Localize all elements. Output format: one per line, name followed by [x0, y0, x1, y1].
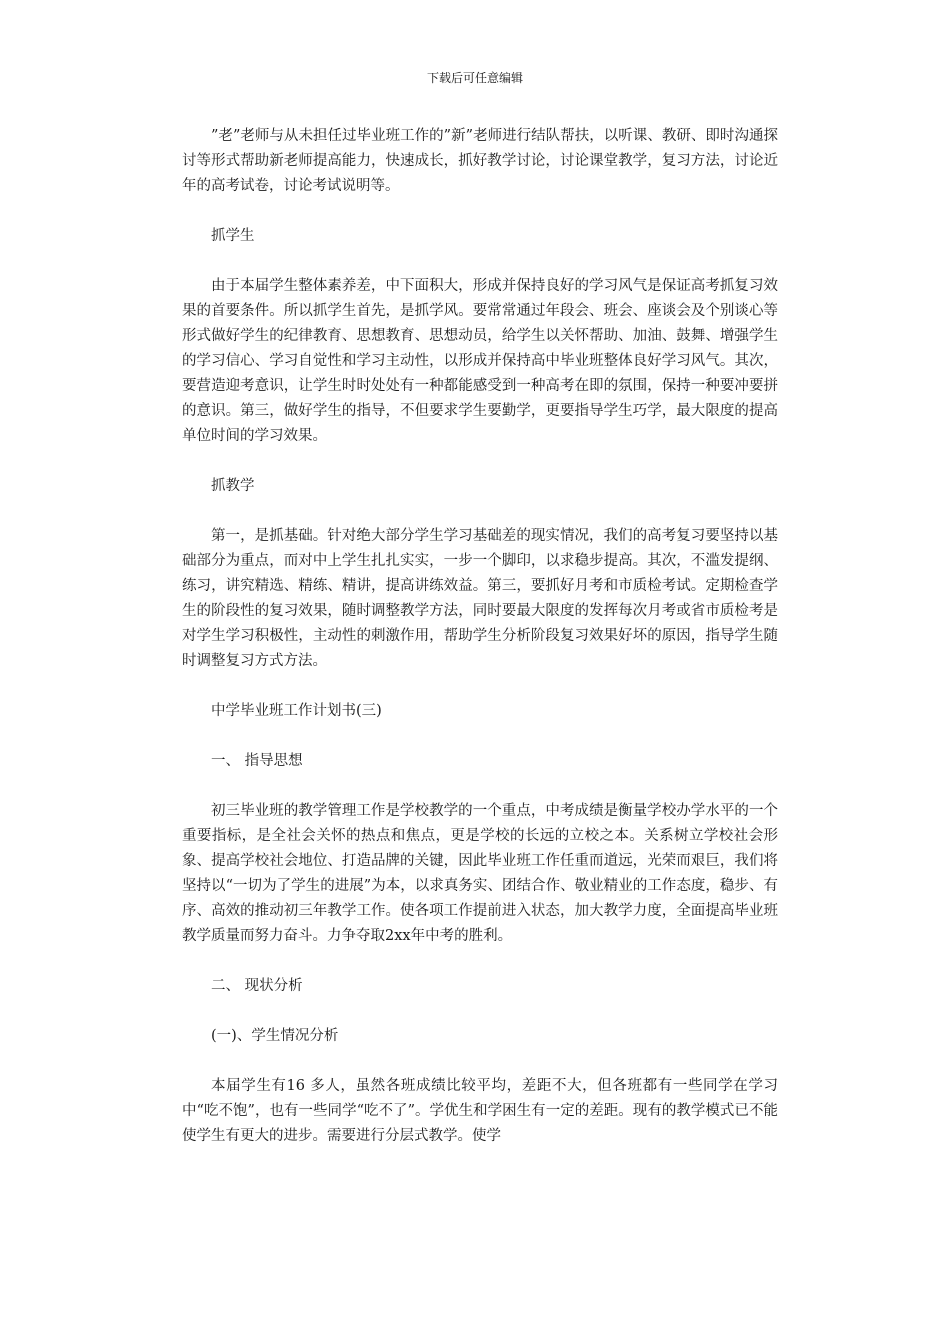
section-heading: 抓教学: [211, 478, 255, 494]
paragraph: 由于本届学生整体素养差，中下面积大，形成并保持良好的学习风气是保证高考抓复习效果的首要条件。所以抓学生首先，是抓学风。要常常通过年段会、班会、座谈会及个别谈心等形式做好学生的纪律教育、思想教育、思想动员，给学生以关怀帮助、加油、鼓舞、增强学生的学习信心、学习自觉性和学习主动性，以形成并保持高中毕业班整体良好学习风气。其次，要营造迎考意识，让学生时时处处有一种都能感受到一种高考在即的氛围，保持一种要冲要拼的意识。第三，做好学生的指导，不但要求学生要勤学，更要指导学生巧学，最大限度的提高单位时间的学习效果。: [182, 278, 778, 444]
page-header: 下载后可任意编辑: [426, 71, 523, 85]
section-heading: 抓学生: [211, 228, 255, 244]
subsection-heading: (一)、学生情况分析: [211, 1028, 339, 1044]
paragraph: 第一，是抓基础。针对绝大部分学生学习基础差的现实情况，我们的高考复习要坚持以基础部分为重点，而对中上学生扎扎实实，一步一个脚印，以求稳步提高。其次，不滥发提纲、练习，讲究精选、精练、精讲，提高讲练效益。第三，要抓好月考和市质检考试。定期检查学生的阶段性的复习效果，随时调整教学方法，同时要最大限度的发挥每次月考或省市质检考是对学生学习积极性，主动性的刺激作用，帮助学生分析阶段复习效果好坏的原因，指导学生随时调整复习方式方法。: [182, 528, 778, 669]
document-title: 中学毕业班工作计划书(三): [211, 703, 382, 719]
document-body: [182, 124, 778, 1149]
paragraph: 初三毕业班的教学管理工作是学校教学的一个重点，中考成绩是衡量学校办学水平的一个重要指标，是全社会关怀的热点和焦点，更是学校的长远的立校之本。关系树立学校社会形象、提高学校社会地位、打造品牌的关键，因此毕业班工作任重而道远，光荣而艰巨，我们将坚持以“一切为了学生的进展”为本，以求真务实、团结合作、敬业精业的工作态度，稳步、有序、高效的推动初三年教学工作。使各项工作提前进入状态，加大教学力度，全面提高毕业班教学质量而努力奋斗。力争夺取2xx年中考的胜利。: [182, 803, 778, 944]
section-heading: 二、 现状分析: [211, 978, 303, 994]
paragraph: ”老”老师与从未担任过毕业班工作的”新”老师进行结队帮扶，以听课、教研、即时沟通探讨等形式帮助新老师提高能力，快速成长，抓好教学讨论，讨论课堂教学，复习方法，讨论近年的高考试卷，讨论考试说明等。: [182, 128, 778, 194]
section-heading: 一、 指导思想: [211, 753, 303, 769]
paragraph: 本届学生有16 多人，虽然各班成绩比较平均，差距不大，但各班都有一些同学在学习中“吃不饱”，也有一些同学“吃不了”。学优生和学困生有一定的差距。现有的教学模式已不能使学生有更大的进步。需要进行分层式教学。使学: [182, 1078, 778, 1144]
